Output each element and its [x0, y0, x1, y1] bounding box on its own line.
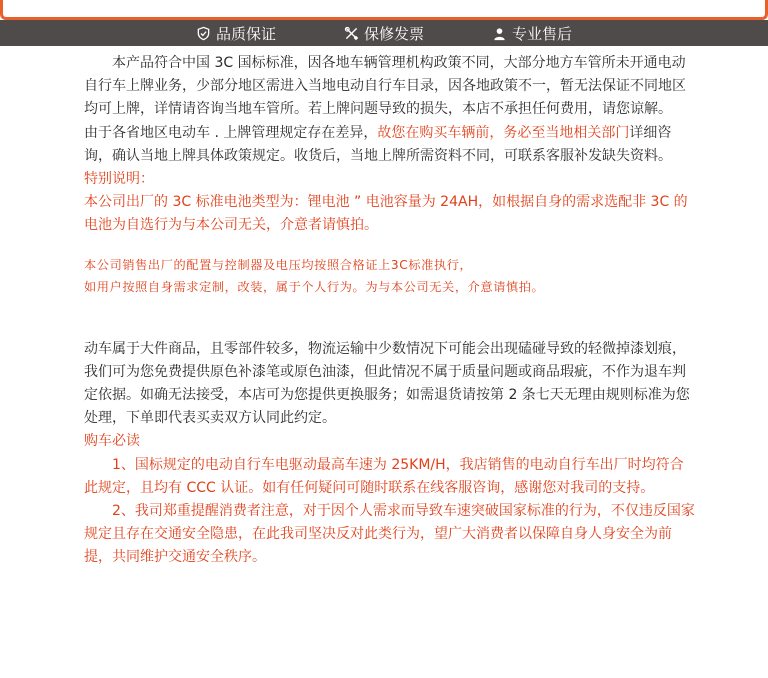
bar-label-quality: 品质保证 [215, 24, 276, 43]
special-text: 本公司出厂的 3C 标准电池类型为：锂电池 ” 电池容量为 24AH，如根据自身的需求选配非 3C 的电池为自选行为与本公司无关，介意者请慎拍。 [84, 194, 688, 234]
must-read-title: 购车必读 [84, 433, 140, 450]
bar-label-support: 专业售后 [512, 24, 573, 43]
notice-content [84, 52, 696, 570]
must-read-item-2: 2、我司郑重提醒消费者注意，对于因个人需求而导致车速突破国家标准的行为，不仅违反国家规定且存在交通安全隐患，在此我司坚决反对此类行为，望广大消费者以保障自身人身安全为前提，共同维护交通安全秩序。 [84, 503, 695, 566]
must-read-item-1: 1、国标规定的电动自行车电驱动最高车速为 25KM/H，我店销售的电动自行车出厂时均符合此规定，且均有 CCC 认证。如有任何疑问可随时联系在线客服咨询，感谢您对我司的支持。 [84, 456, 684, 496]
regional-prefix: 由于各省地区电动车 . 上牌管理规定存在差异， [84, 124, 378, 141]
spacer [84, 238, 696, 254]
config-note-line-1: 本公司销售出厂的配置与控制器及电压均按照合格证上3C标准执行， [84, 257, 473, 272]
special-title: 特别说明： [84, 171, 154, 188]
shield-check-icon [196, 26, 211, 41]
tools-icon [344, 26, 359, 41]
bar-item-invoice [344, 23, 424, 44]
spacer [84, 298, 696, 338]
bar-item-quality [196, 23, 276, 44]
registration-paragraph: 本产品符合中国 3C 国标标准，因各地车辆管理机构政策不同，大部分地方车管所未开通电动自行车上牌业务，少部分地区需进入当地电动自行车目录，因各地政策不一，暂无法保证不同地区均可上牌，详情请咨询当地车管所。若上牌问题导致的损失，本店不承担任何费用，请您谅解。 [84, 55, 686, 118]
regional-paragraph [84, 122, 696, 168]
bar-item-support [492, 23, 572, 44]
shipping-paragraph: 动车属于大件商品，且零部件较多，物流运输中少数情况下可能会出现磕碰导致的轻微掉漆划痕，我们可为您免费提供原色补漆笔或原色油漆，但此情况不属于质量问题或商品瑕疵，不作为退车判定依据。如确无法接受，本店可为您提供更换服务；如需退货请按第 2 条七天无理由规则标准为您处理，下单即代表买卖双方认同此约定。 [84, 340, 690, 427]
config-note-line-2: 如用户按照自身需求定制，改装，属于个人行为。为与本公司无关，介意请慎拍。 [84, 279, 545, 294]
bar-label-invoice: 保修发票 [363, 24, 424, 43]
regional-highlight: 故您在购买车辆前，务必至当地相关部门 [377, 124, 630, 141]
regional-suffix: 详细咨询，确认当地上牌具体政策规定。收货后，当地上牌所需资料不同，可联系客服补发缺失资料。 [84, 124, 672, 164]
guarantee-bar [0, 20, 768, 46]
top-frame [0, 0, 768, 20]
user-support-icon [492, 26, 507, 41]
